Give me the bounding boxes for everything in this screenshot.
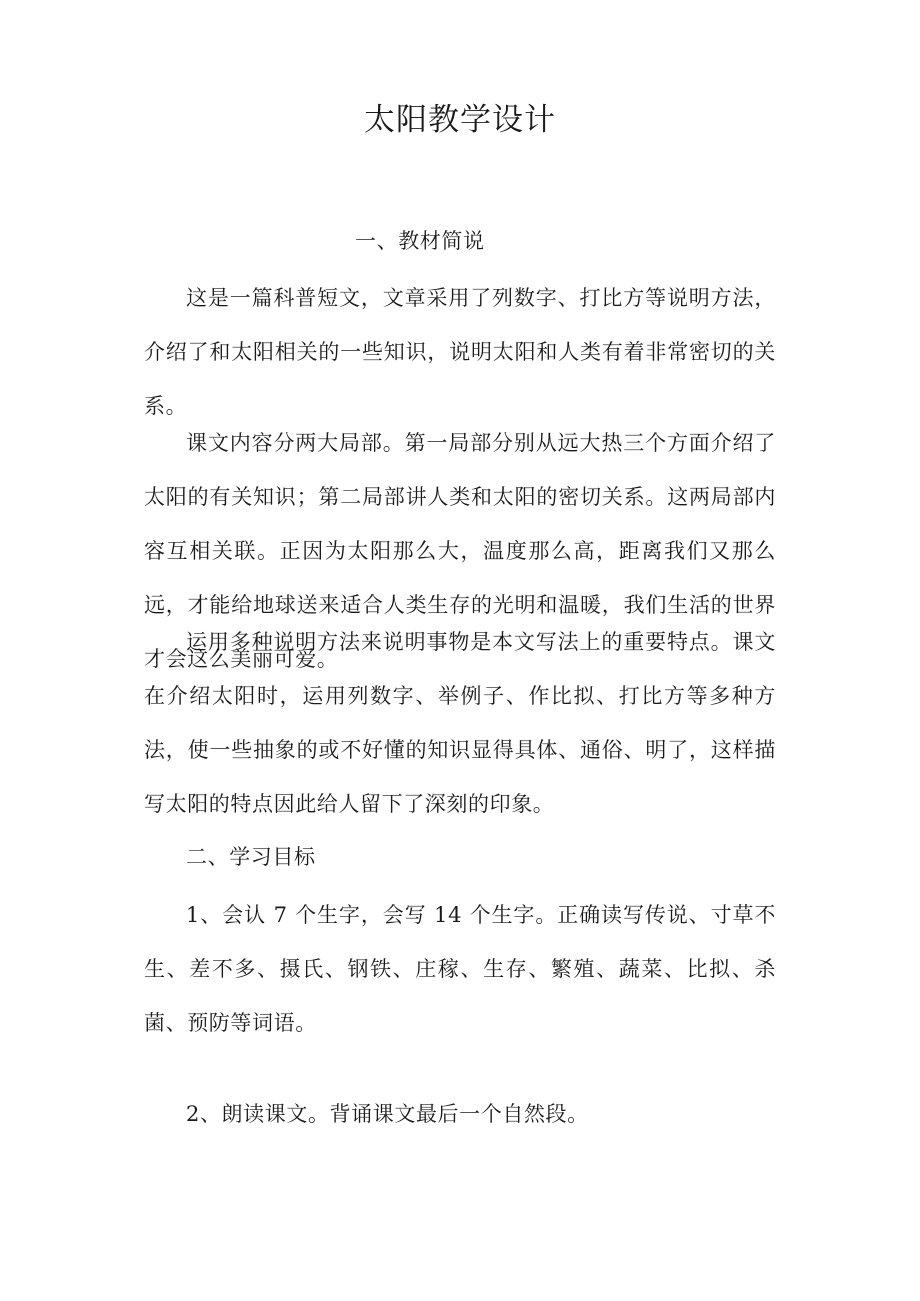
goal-item-2: 2、朗读课文。背诵课文最后一个自然段。: [186, 1102, 589, 1126]
paragraph-content-structure: 课文内容分两大局部。第一局部分别从远大热三个方面介绍了太阳的有关知识；第二局部讲人类和太阳的密切关系。这两局部内容互相关联。正因为太阳那么大，温度那么高，距离我们又那么远，才能给地球送来适合人类生存的光明和温暖，我们生活的世界才会这么美丽可爱。: [144, 431, 776, 671]
document-title: 太阳教学设计: [364, 102, 556, 138]
section-heading-textbook-overview: 一、教材简说: [355, 229, 485, 253]
goal-item-1: 1、会认 7 个生字，会写 14 个生字。正确读写传说、寸草不生、差不多、摄氏、钢铁、庄稼、生存、繁殖、蔬菜、比拟、杀菌、预防等词语。: [144, 903, 776, 1035]
paragraph-overview-intro: 这是一篇科普短文，文章采用了列数字、打比方等说明方法，介绍了和太阳相关的一些知识，说明太阳和人类有着非常密切的关系。: [144, 286, 776, 418]
paragraph-writing-features: 运用多种说明方法来说明事物是本文写法上的重要特点。课文在介绍太阳时，运用列数字、举例子、作比拟、打比方等多种方法，使一些抽象的或不好懂的知识显得具体、通俗、明了，这样描写太阳的特点因此给人留下了深刻的印象。: [144, 630, 776, 816]
section-heading-learning-goals: 二、学习目标: [186, 845, 316, 869]
